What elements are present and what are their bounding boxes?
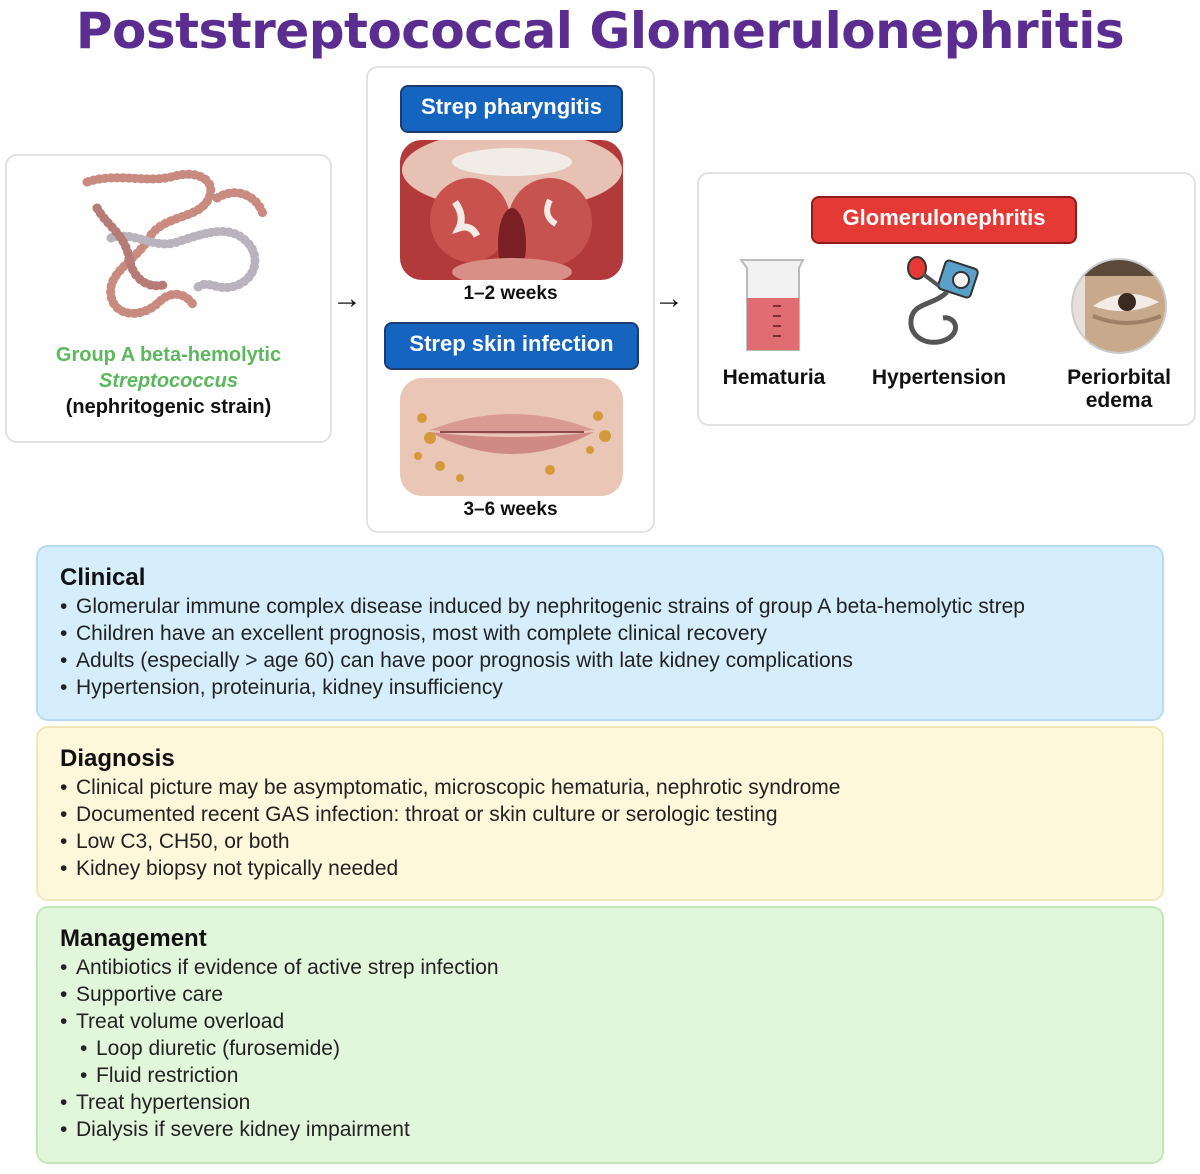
bacteria-strain: (nephritogenic strain)	[65, 396, 272, 418]
diagnosis-heading: Diagnosis	[60, 745, 175, 772]
list-item-sub: • Fluid restriction	[80, 1062, 1162, 1089]
list-item: • Adults (especially > age 60) can have poor prognosis with late kidney complications	[60, 647, 1162, 674]
list-item: • Treat volume overload	[60, 1008, 1162, 1035]
infection-card	[366, 66, 655, 533]
list-item-sub: • Loop diuretic (furosemide)	[80, 1035, 1162, 1062]
list-item: • Children have an excellent prognosis, most with complete clinical recovery	[60, 620, 1162, 647]
diagnosis-list	[60, 774, 1162, 882]
strep-pharyngitis-label: Strep pharyngitis	[400, 85, 623, 133]
streptococcus-chain-icon	[67, 168, 277, 338]
bacteria-caption	[7, 342, 330, 420]
beaker-icon	[737, 256, 809, 354]
glomerulonephritis-card	[697, 172, 1196, 426]
periorbital-edema-line1: Periorbital	[1067, 366, 1171, 389]
clinical-list	[60, 593, 1162, 701]
arrow-right-icon: →	[332, 282, 362, 315]
page-title: Poststreptococcal Glomerulonephritis	[75, 2, 1125, 60]
list-item: • Kidney biopsy not typically needed	[60, 855, 1162, 882]
clinical-panel	[36, 545, 1164, 721]
clinical-heading: Clinical	[60, 564, 146, 591]
list-item: • Glomerular immune complex disease induced by nephritogenic strains of group A beta-hemolytic strep	[60, 593, 1162, 620]
list-item: • Antibiotics if evidence of active strep infection	[60, 954, 1162, 981]
list-item: • Low C3, CH50, or both	[60, 828, 1162, 855]
hematuria-label: Hematuria	[722, 366, 826, 389]
list-item: • Treat hypertension	[60, 1089, 1162, 1116]
skin-infection-photo	[400, 378, 623, 496]
periorbital-edema-label	[1045, 366, 1193, 412]
diagnosis-panel	[36, 726, 1164, 901]
eye-icon	[1071, 258, 1167, 354]
list-item: • Supportive care	[60, 981, 1162, 1008]
strep-skin-infection-label: Strep skin infection	[384, 322, 639, 370]
hypertension-label: Hypertension	[871, 366, 1007, 389]
management-panel	[36, 906, 1164, 1164]
blood-pressure-cuff-icon	[903, 256, 983, 352]
list-item: • Dialysis if severe kidney impairment	[60, 1116, 1162, 1143]
list-item: • Hypertension, proteinuria, kidney insufficiency	[60, 674, 1162, 701]
throat-photo	[400, 140, 623, 280]
bacteria-name-line1: Group A beta-hemolytic	[55, 344, 282, 366]
bacteria-name-line2: Streptococcus	[99, 370, 238, 392]
periorbital-edema-line2: edema	[1085, 389, 1153, 412]
skin-infection-latency: 3–6 weeks	[463, 499, 558, 520]
management-list	[60, 954, 1162, 1143]
pharyngitis-latency: 1–2 weeks	[463, 283, 558, 304]
management-heading: Management	[60, 925, 207, 952]
glomerulonephritis-label: Glomerulonephritis	[811, 196, 1077, 244]
bacteria-card	[5, 154, 332, 443]
arrow-right-icon: →	[654, 282, 684, 315]
list-item: • Documented recent GAS infection: throat or skin culture or serologic testing	[60, 801, 1162, 828]
list-item: • Clinical picture may be asymptomatic, microscopic hematuria, nephrotic syndrome	[60, 774, 1162, 801]
